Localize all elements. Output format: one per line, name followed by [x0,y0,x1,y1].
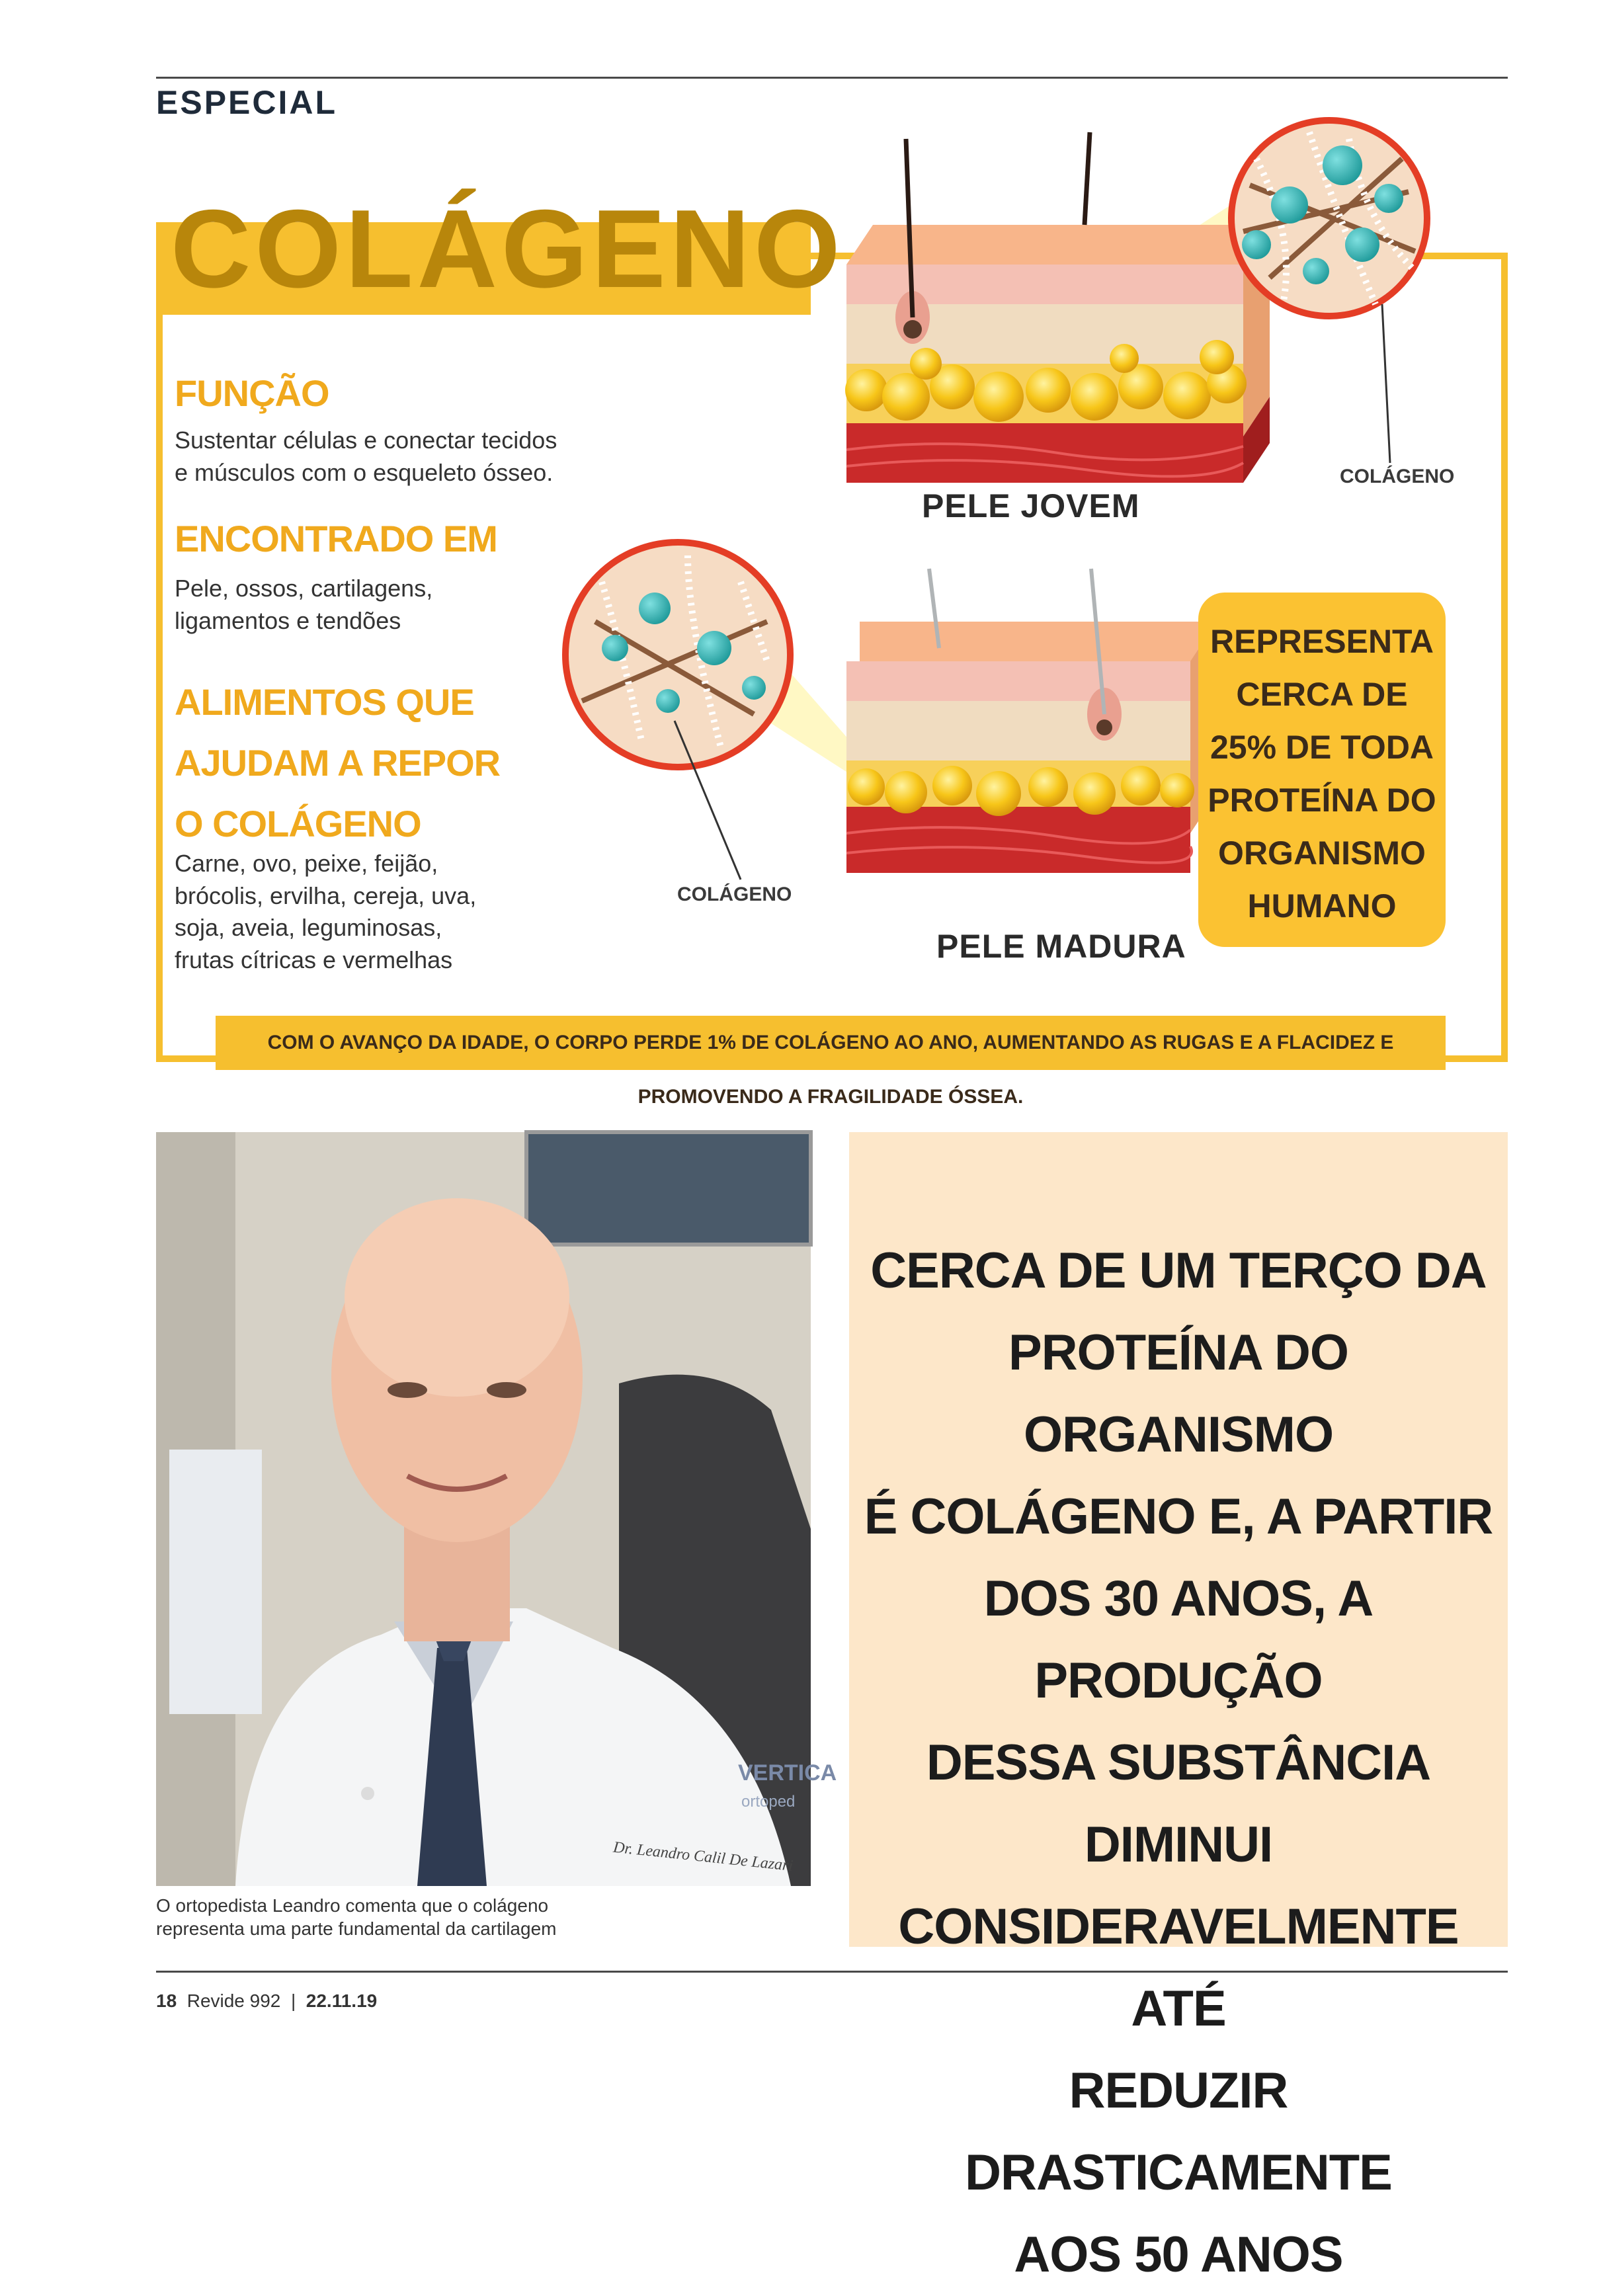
encontrado-text: Pele, ossos, cartilagens, ligamentos e tendões [175,575,433,634]
young-skin-label: PELE JOVEM [922,487,1140,524]
protein-callout: REPRESENTA CERCA DE 25% DE TODA PROTEÍNA DO ORGANISMO HUMANO [1198,593,1446,947]
page-number: 18 [156,1990,177,2011]
coat-logo-sub: ortoped [741,1793,796,1811]
age-banner: COM O AVANÇO DA IDADE, O CORPO PERDE 1% DE COLÁGENO AO ANO, AUMENTANDO AS RUGAS E A FLACIDEZ E PROMOVENDO A FRAGILIDADE ÓSSEA. [216,1016,1446,1070]
magazine-issue: Revide 992 [186,1990,281,2011]
top-rule [156,77,1508,79]
mature-skin-block [846,569,1223,873]
section-label: ESPECIAL [156,84,338,121]
collagen-label-top: COLÁGENO [1340,466,1455,487]
bottom-rule [156,1971,1508,1973]
pull-quote: CERCA DE UM TERÇO DA PROTEÍNA DO ORGANISMO É COLÁGENO E, A PARTIR DOS 30 ANOS, A PRODUÇÃO DESSA SUBSTÂNCIA DIMINUI CONSIDERAVELMENTE ATÉ REDUZIR DRASTICAMENTE AOS 50 ANOS [864,1243,1493,2283]
funcao-heading: FUNÇÃO [175,372,329,414]
coat-name: Dr. Leandro Calil De Lazari [612,1838,794,1875]
photo-caption: O ortopedista Leandro comenta que o colágeno representa uma parte fundamental da cartilagem [156,1895,557,1939]
collagen-pointer-top [1382,304,1390,463]
encontrado-heading: ENCONTRADO EM [175,518,497,559]
funcao-text: Sustentar células e conectar tecidos e músculos com o esqueleto ósseo. [175,427,557,486]
alimentos-text: Carne, ovo, peixe, feijão, brócolis, ervilha, cereja, uva, soja, aveia, leguminosas, frutas cítricas e vermelhas [175,850,477,973]
footer-separator: | [290,1990,296,2011]
footer [156,1990,377,2012]
doctor-photo [156,1132,837,1886]
issue-date: 22.11.19 [306,1990,378,2011]
alimentos-heading: ALIMENTOS QUE AJUDAM A REPOR O COLÁGENO [175,681,501,844]
mature-skin-label: PELE MADURA [936,928,1186,965]
mature-collagen-zoom [565,542,790,767]
pull-quote-box [849,1132,1508,2283]
young-collagen-zoom [1231,120,1427,316]
coat-logo: VERTICA [738,1760,837,1785]
young-skin-block [845,132,1270,483]
infographic-title: COLÁGENO [171,186,844,311]
collagen-label-bottom: COLÁGENO [677,883,792,905]
